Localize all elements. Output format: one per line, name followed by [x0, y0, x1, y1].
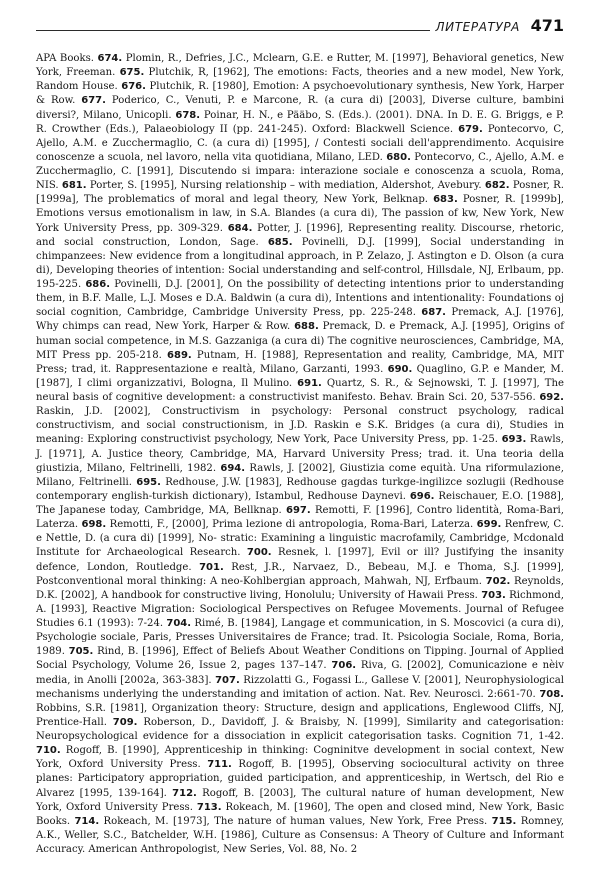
reference-number: 682.: [484, 180, 510, 192]
reference-number: 703.: [481, 589, 506, 601]
reference-text: Premack, D. e Premack, A.J. [1995], Origins of human social competence, in M.S. Gazzaniga (a cura di) The cognitive neurosciences, Cambridge, MA, MIT Press pp. 205-218.: [36, 321, 564, 361]
reference-number: 690.: [387, 363, 413, 375]
reference-number: 695.: [136, 476, 161, 488]
reference-text: Rind, B. [1996], Effect of Beliefs About Weather Conditions on Tipping. Journal of Applied Social Psychology, Volume 26, Issue 2, pages 137–147.: [36, 646, 564, 672]
reference-number: 701.: [199, 561, 224, 573]
running-title: ЛИТЕРАТУРА: [430, 20, 520, 34]
reference-text: Quaglino, G.P. e Mander, M. [1987], I climi organizzativi, Bologna, Il Mulino.: [36, 363, 564, 389]
reference-text: Potter, J. [1996], Representing reality. Discourse, rhetoric, and social construction, London, Sage.: [36, 222, 564, 248]
header-rule: [36, 30, 480, 31]
reference-text: Rogoff, B. [2003], The cultural nature of human development, New York, Oxford University Press.: [36, 787, 564, 813]
reference-number: 696.: [409, 490, 435, 502]
reference-text: Rimé, B. [1984], Langage et communication, in S. Moscovici (a cura di), Psychologie sociale, Paris, Presses Universitaires de France; trad. It. Psicologia Sociale, Roma, Boria, 1989.: [36, 618, 564, 658]
reference-number: 700.: [246, 547, 272, 559]
reference-number: 675.: [119, 67, 145, 79]
page-number: 471: [530, 16, 564, 35]
reference-number: 686.: [85, 279, 111, 290]
reference-entry: [36, 717, 564, 742]
reference-text: Roberson, D., Davidoff, J. & Braisby, N. [1999], Similarity and categorisation: Neuropsychological evidence for a dissociation in explicit categorisation tasks. Cognition 71, 1-42.: [36, 716, 564, 742]
reference-number: 688.: [294, 321, 319, 333]
reference-number: 683.: [433, 194, 458, 206]
reference-text: Reischauer, E.O. [1988], The Japanese today, Cambridge, MA, Bellknap.: [36, 490, 564, 516]
reference-text: Quartz, S. R., & Sejnowski, T. J. [1997], The neural basis of cognitive development: a constructivist manifesto. Behav. Brain Sci. 20, 537-556.: [36, 377, 564, 403]
reference-number: 685.: [267, 236, 293, 248]
reference-number: 691.: [297, 377, 322, 389]
reference-text: Richmond, A. [1993], Reactive Migration: Sociological Perspectives on Refugee Movements. Journal of Refugee Studies 6.1 (1993): 7-24.: [36, 589, 564, 629]
reference-text: Pontecorvo, C, Ajello, A.M. e Zucchermaglio, C. (a cura di) [1995], / Contesti sociali dell'apprendimento. Acquisire conoscenze a scuola, nel lavoro, nella vita quotidiana, Milano, LED.: [36, 123, 564, 163]
reference-text: Remotti, F. [1996], Contro lidentità, Roma-Bari, Laterza.: [36, 505, 564, 531]
reference-number: 707.: [215, 674, 240, 686]
reference-text: Rogoff, B. [1995], Observing sociocultural activity on three planes: Participatory appropriation, guided participation, and apprenticeship, in Wertsch, del Rio e Alvarez [1995, 139-164].: [36, 759, 564, 799]
reference-number: 711.: [207, 759, 232, 771]
reference-number: 692.: [539, 392, 564, 403]
reference-text: Resnek, l. [1997], Evil or ill? Justifying the insanity defence, London, Routledge.: [36, 547, 564, 573]
reference-number: 680.: [386, 151, 411, 163]
reference-text: Robbins, S.R. [1981], Organization theory: Structure, design and applications, Englewood Cliffs, NJ, Prentice-Hall.: [36, 702, 564, 728]
reference-number: 681.: [61, 180, 87, 192]
reference-text: Povinelli, D.J. [1999], Social understanding in chimpanzees: New evidence from a longitudinal approach, in P. Zelazo, J. Astington e D. Olson (a cura di), Developing theories of intention: Social understanding and self-control, Hillsdale, NJ, Erlbaum, pp. 195-225.: [36, 236, 564, 290]
reference-number: 699.: [476, 519, 502, 531]
reference-text: Poinar, H. N., e Pääbo, S. (Eds.). (2001). DNA. In D. E. G. Briggs, e P. R. Crowther (Eds.), Palaeobiology II (pp. 241-245). Oxford: Blackwell Science.: [36, 109, 564, 135]
reference-text: Putnam, H. [1988], Representation and reality, Cambridge, MA, MIT Press; trad, it. Rappresentazione e realtà, Milano, Garzanti, 1993.: [36, 349, 564, 375]
reference-text: Renfrew, C. e Nettle, D. (a cura di) [1999], No- stratic: Examining a linguistic macrofamily, Cambridge, Mcdonald Institute for Archaeological Research.: [36, 519, 564, 559]
reference-text: Redhouse, J.W. [1983], Redhouse gagdas turkge-ingilizce sozlugii (Redhouse contemporary english-turkish dictionary), Istambul, Redhouse Daynevi.: [36, 476, 564, 502]
reference-number: 705.: [68, 646, 94, 658]
reference-number: 702.: [485, 575, 511, 587]
reference-number: 712.: [172, 787, 197, 799]
reference-number: 689.: [167, 349, 192, 361]
reference-number: 676.: [121, 81, 146, 93]
reference-text: Plomin, R., Defries, J.C., Mclearn, G.E. e Rutter, M. [1997], Behavioral genetics, New York, Freeman.: [36, 53, 564, 79]
reference-text: Rest, J.R., Narvaez, D., Bebeau, M.J. e Thoma, S.J. [1999], Postconventional moral thinking: A neo-Kohlbergian approach, Mahwah, NJ, Erfbaum.: [36, 561, 565, 587]
reference-number: 714.: [74, 815, 100, 827]
reference-text: Poderico, C., Venuti, P. e Marcone, R. (a cura di) [2003], Diverse culture, bambini diversi?, Milano, Unicopli.: [36, 95, 564, 121]
reference-number: 710.: [36, 745, 61, 757]
reference-text: Plutchik, R. [1980], Emotion: A psychoevolutionary synthesis, New York, Harper & Row.: [36, 81, 564, 107]
reference-text: Raskin, J.D. [2002], Constructivism in psychology: Personal construct psychology, radical constructivism, and social constructionism, in J.D. Raskin e S.K. Bridges (a cura di), Studies in meaning: Exploring constructivist psychology, New York, Pace University Press, pp. 1-25.: [36, 406, 564, 446]
reference-entry: [82, 519, 474, 530]
reference-text: Rizzolatti G., Fogassi L., Gallese V. [2001], Neurophysiological mechanisms underlying the understanding and imitation of action. Nat. Rev. Neurosci. 2:661-70.: [36, 674, 564, 700]
reference-entry: [62, 180, 482, 191]
reference-text: Plutchik, R, [1962], The emotions: Facts, theories and a new model, New York, Random House.: [36, 67, 564, 93]
reference-text: Rokeach, M. [1960], The open and closed mind, New York, Basic Books.: [36, 801, 564, 827]
reference-text: Rokeach, M. [1973], The nature of human values, New York, Free Press.: [103, 815, 488, 827]
reference-text: Rogoff, B. [1990], Apprenticeship in thinking: Cogninitve development in social context, New York, Oxford University Press.: [36, 745, 564, 771]
reference-number: 704.: [166, 618, 192, 629]
reference-text: Posner, R. [1999b], Emotions versus emotionalism in law, in S.A. Blandes (a cura di), The passion of kw, New York, New York University Press, pp. 309-329.: [36, 194, 565, 234]
bibliography-text: [36, 52, 564, 857]
bibliography-intro: APA Books.: [36, 53, 95, 64]
reference-number: 693.: [501, 434, 527, 446]
reference-text: Premack, A.J. [1976], Why chimps can read, New York, Harper & Row.: [36, 307, 564, 333]
reference-number: 709.: [112, 716, 138, 728]
reference-text: Riva, G. [2002], Comunicazione e nèiv media, in Anolli [2002a, 363-383].: [36, 660, 564, 686]
reference-number: 706.: [331, 660, 357, 672]
reference-text: Rawls, J. [2002], Giustizia come equità. Una riformulazione, Milano, Feltrinelli.: [36, 462, 564, 488]
reference-text: Povinelli, D.J. [2001], On the possibility of detecting intentions prior to understanding them, in B.F. Malle, L.J. Moses e D.A. Baldwin (a cura di), Intentions and intentionality: Foundations oj social cognition, Cambridge, Cambridge University Press, pp. 225-248.: [36, 279, 564, 319]
reference-number: 674.: [97, 53, 123, 64]
reference-number: 679.: [458, 123, 483, 135]
reference-text: Romney, A.K., Weller, S.C., Batchelder, W.H. [1986], Culture as Consensus: A Theory of Culture and Informant Accuracy. American Anthropologist, New Series, Vol. 88, No. 2: [36, 815, 564, 855]
reference-number: 715.: [491, 815, 517, 827]
reference-number: 678.: [175, 109, 201, 121]
reference-number: 708.: [539, 688, 564, 700]
reference-entry: [74, 816, 487, 827]
reference-number: 677.: [81, 95, 106, 107]
reference-text: Reynolds, D.K. [2002], A handbook for constructive living, Honolulu; University of Hawaii Press.: [36, 575, 564, 601]
reference-number: 687.: [421, 307, 446, 319]
reference-text: Porter, S. [1995], Nursing relationship – with mediation, Aldershot, Avebury.: [89, 180, 482, 192]
reference-text: Pontecorvo, C., Ajello, A.M. e Zucchermaglio, C. [1991], Discutendo si impara: interazione sociale e conoscenza a scuola, Roma, NIS.: [36, 151, 564, 192]
page-header: [36, 18, 564, 42]
reference-number: 684.: [227, 222, 253, 234]
reference-number: 694.: [220, 462, 246, 474]
reference-text: Remotti, F., [2000], Prima lezione di antropologia, Roma-Bari, Laterza.: [109, 519, 474, 531]
reference-text: Rawls, J. [1971], A. Justice theory, Cambridge, MA, Harvard University Press; trad. it. Una teoria della giustizia, Milano, Feltrinelli, 1982.: [36, 434, 564, 474]
reference-number: 698.: [81, 519, 107, 531]
reference-text: Posner, R. [1999a], The problematics of moral and legal theory, New York, Belknap.: [36, 180, 564, 206]
reference-number: 697.: [286, 505, 311, 516]
reference-number: 713.: [196, 801, 222, 813]
